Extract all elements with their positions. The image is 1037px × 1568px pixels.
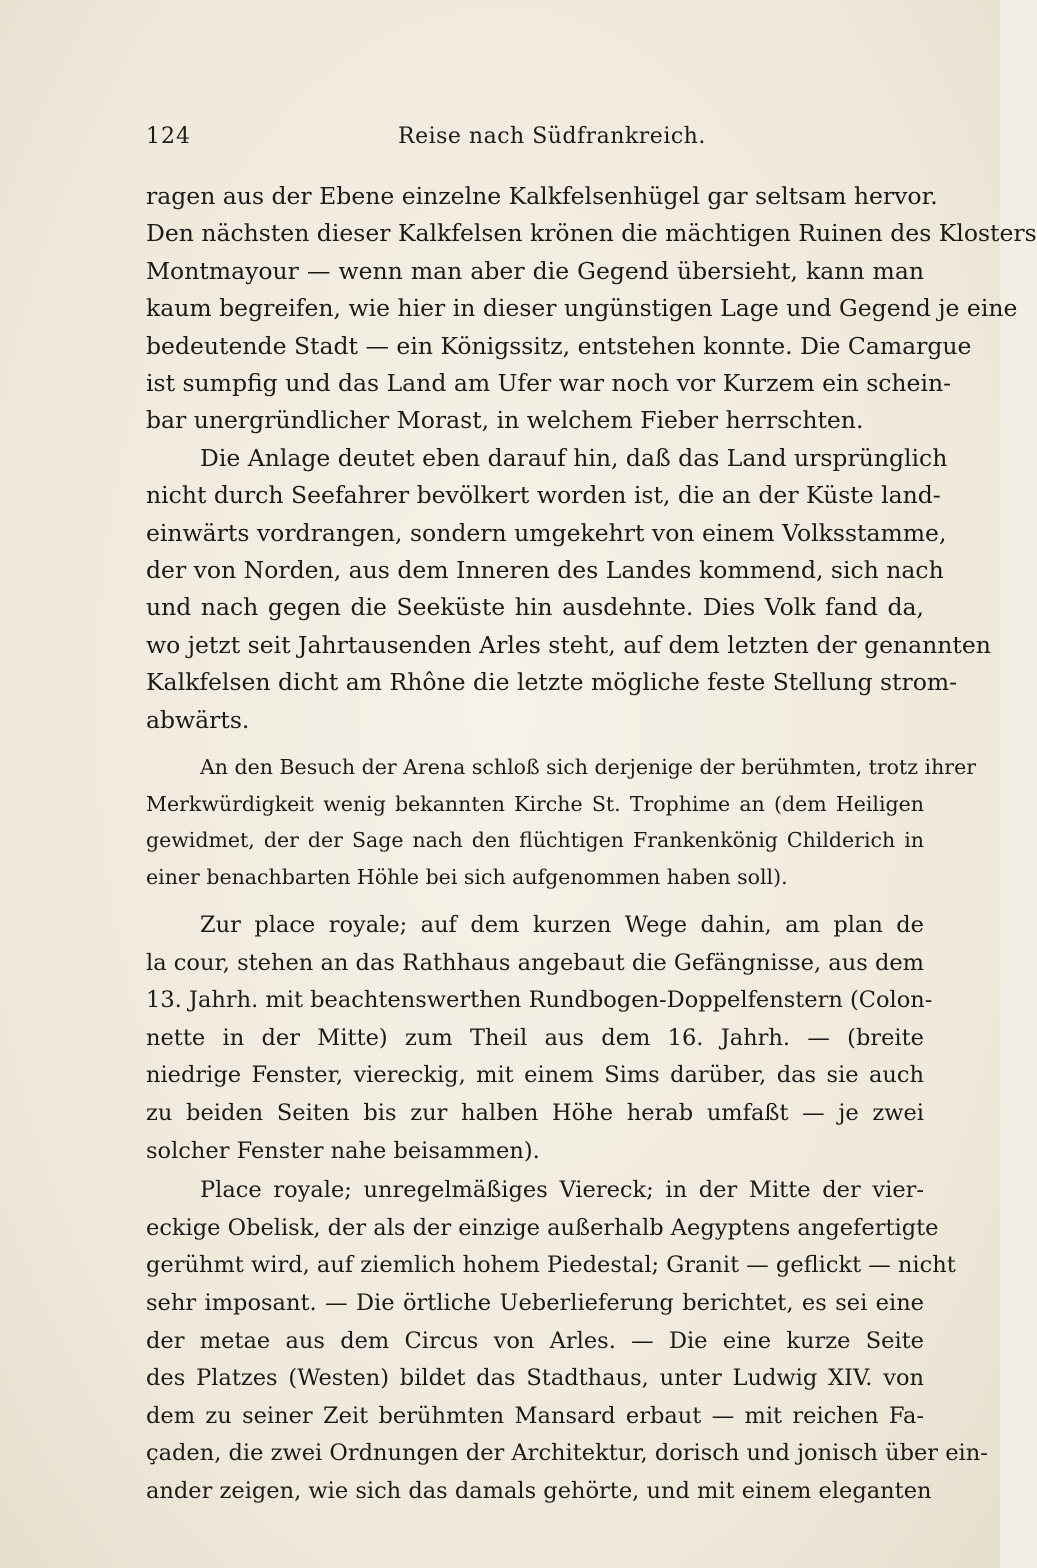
running-title: Reise nach Südfrankreich.	[398, 124, 706, 149]
paragraph-3	[146, 749, 977, 895]
text-line: ist sumpfig und das Land am Ufer war noch vor Kurzem ein schein-	[146, 369, 952, 398]
text-line: ander zeigen, wie sich das damals gehörte, und mit einem eleganten	[146, 1478, 932, 1504]
text-line: einwärts vordrangen, sondern umgekehrt von einem Volksstamme,	[146, 518, 947, 547]
text-line: gewidmet, der der Sage nach den flüchtigen Frankenkönig Childerich in	[146, 828, 924, 853]
text-line: dem zu seiner Zeit berühmten Mansard erbaut — mit reichen Fa-	[146, 1402, 924, 1429]
page-header	[146, 120, 924, 164]
text-line: der von Norden, aus dem Inneren des Landes kommend, sich nach	[146, 556, 944, 585]
paragraph-1	[146, 178, 1037, 440]
text-line: der metae aus dem Circus von Arles. — Die eine kurze Seite	[146, 1327, 924, 1354]
text-line: eckige Obelisk, der als der einzige außerhalb Aegyptens angefertigte	[146, 1214, 939, 1241]
text-line: Merkwürdigkeit wenig bekannten Kirche St. Trophime an (dem Heiligen	[146, 791, 924, 816]
text-line: Zur place royale; auf dem kurzen Wege dahin, am plan de	[200, 912, 924, 939]
paragraph-4	[146, 907, 933, 1170]
text-line: Montmayour — wenn man aber die Gegend übersieht, kann man	[146, 256, 924, 285]
text-line: 13. Jahrh. mit beachtenswerthen Rundbogen-Doppelfenstern (Colon-	[146, 987, 933, 1014]
text-line: einer benachbarten Höhle bei sich aufgenommen haben soll).	[146, 864, 788, 889]
text-line: la cour, stehen an das Rathhaus angebaut die Gefängnisse, aus dem	[146, 949, 924, 976]
paragraph-2	[146, 440, 991, 739]
text-line: zu beiden Seiten bis zur halben Höhe herab umfaßt — je zwei	[146, 1100, 924, 1127]
text-line: bedeutende Stadt — ein Königssitz, entstehen konnte. Die Camargue	[146, 331, 972, 360]
text-line: An den Besuch der Arena schloß sich derjenige der berühmten, trotz ihrer	[200, 755, 977, 780]
text-line: çaden, die zwei Ordnungen der Architektur, dorisch und jonisch über ein-	[146, 1440, 988, 1467]
text-line: und nach gegen die Seeküste hin ausdehnte. Dies Volk fand da,	[146, 593, 924, 622]
text-line: ragen aus der Ebene einzelne Kalkfelsenhügel gar seltsam hervor.	[146, 182, 938, 210]
text-line: abwärts.	[146, 705, 250, 734]
text-line: gerühmt wird, auf ziemlich hohem Piedestal; Granit — geflickt — nicht	[146, 1252, 956, 1279]
page-number: 124	[146, 124, 191, 149]
text-line: kaum begreifen, wie hier in dieser ungünstigen Lage und Gegend je eine	[146, 294, 1018, 323]
text-line: nicht durch Seefahrer bevölkert worden ist, die an der Küste land-	[146, 481, 941, 510]
text-line: sehr imposant. — Die örtliche Ueberlieferung berichtet, es sei eine	[146, 1290, 924, 1317]
text-line: niedrige Fenster, viereckig, mit einem Sims darüber, das sie auch	[146, 1062, 924, 1089]
text-line: des Platzes (Westen) bildet das Stadthaus, unter Ludwig XIV. von	[146, 1365, 924, 1392]
text-line: bar unergründlicher Morast, in welchem Fieber herrschten.	[146, 406, 864, 435]
text-line: solcher Fenster nahe beisammen).	[146, 1137, 540, 1164]
text-line: Den nächsten dieser Kalkfelsen krönen die mächtigen Ruinen des Klosters	[146, 219, 1037, 248]
text-line: Kalkfelsen dicht am Rhône die letzte mögliche feste Stellung strom-	[146, 668, 958, 697]
text-line: nette in der Mitte) zum Theil aus dem 16. Jahrh. — (breite	[146, 1024, 924, 1051]
text-line: Die Anlage deutet eben darauf hin, daß das Land ursprünglich	[200, 443, 948, 472]
paragraph-5	[146, 1172, 988, 1510]
text-line: wo jetzt seit Jahrtausenden Arles steht, auf dem letzten der genannten	[146, 630, 991, 659]
text-line: Place royale; unregelmäßiges Viereck; in der Mitte der vier-	[200, 1177, 924, 1204]
